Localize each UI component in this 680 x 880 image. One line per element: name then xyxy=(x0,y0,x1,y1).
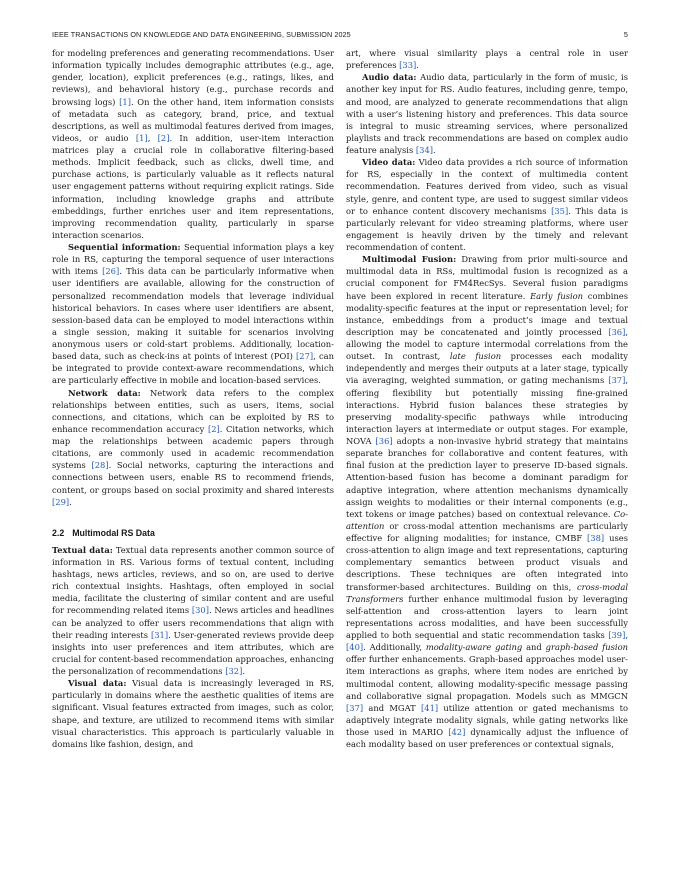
citation-link[interactable]: [29] xyxy=(52,496,70,507)
citation-link[interactable]: [30] xyxy=(191,605,209,616)
paragraph-visual-data: Visual data: Visual data is increasingly leveraged in RS, particularly in domains where the aesthetic qualities of items are significant. Visual features extracted from images, such as color, shape, and texture, are utilized to recommend items with similar visual characteristics. This approach is particularly valuable in domains like fashion, design, and xyxy=(52,678,334,749)
citation-link[interactable]: [32] xyxy=(225,666,243,676)
citation-link[interactable]: [26] xyxy=(102,266,120,277)
citation-link[interactable]: [40] xyxy=(346,642,364,653)
italic-term: Early fusion xyxy=(530,290,584,301)
citation-link[interactable]: [35] xyxy=(551,205,569,216)
paragraph-audio-data: Audio data: Audio data, particularly in the form of music, is another key input for RS. Audio features, including genre, tempo, and mood, are analyzed to generate recommendations that align with a user’s listening history and preferences. This data source is integral to music streaming services, where personalized playlists and track recommendations are based on complex audio feature analysis [34]. xyxy=(346,72,628,155)
citation-link[interactable]: [1] xyxy=(119,96,131,107)
citation-link[interactable]: [36] xyxy=(375,436,393,446)
italic-term: cross-modal Transformers xyxy=(346,581,628,604)
run-in-heading: Visual data: xyxy=(68,678,127,689)
citation-link[interactable]: [33] xyxy=(399,60,417,71)
right-column xyxy=(346,47,628,750)
paragraph-network-data: Network data: Network data refers to the complex relationships between entities, such as users, items, social connections, and citations, which can be exploited by RS to enhance recommendation accuracy [2]. Citation networks, which map the relationships between academic papers through citations, are commonly used in academic recommendation systems [28]. Social networks, capturing the interactions and connections between users, enable RS to recommend friends, content, or groups based on social proximity and shared interests [29]. xyxy=(52,387,335,507)
citation-link[interactable]: [34] xyxy=(415,145,434,155)
citation-link[interactable]: [28] xyxy=(91,460,109,471)
citation-link[interactable]: [37] xyxy=(608,375,626,386)
section-heading xyxy=(52,527,334,539)
journal-title: IEEE TRANSACTIONS ON KNOWLEDGE AND DATA ENGINEERING, SUBMISSION 2025 xyxy=(52,30,351,39)
paragraph-textual-data: Textual data: Textual data represents another common source of information in RS. Various forms of textual content, including hashtags, news articles, reviews, and so on, are used to derive rich contextual insights. Hashtags, often employed in social media, facilitate the clustering of similar content and are useful for recommending related items [30]. News articles and headlines can be analyzed to offer users recommendations that align with their reading interests [31]. User-generated reviews provide deep insights into user preferences and item attributes, which are crucial for content-based recommendation approaches, enhancing the personalization of recommendations [32]. xyxy=(52,544,334,676)
citation-link[interactable]: [41] xyxy=(421,702,439,713)
paragraph-sequential-information: Sequential information: Sequential information plays a key role in RS, capturing the temporal sequence of user interactions with items [26]. This data can be particularly informative when user identifiers are available, allowing for the construction of personalized recommendation models that leverage individual historical behaviors. In cases where user identifiers are absent, session-based data can be employed to model interactions within a single session, making it suitable for scenarios involving anonymous users or cold-start problems. Additionally, location-based data, such as check-ins at points of interest (POI) [27], can be integrated to provide context-aware recommendations, which are particularly effective in mobile and location-based services. xyxy=(52,242,335,386)
citation-link[interactable]: [39] xyxy=(608,630,626,640)
paragraph-multimodal-fusion: Multimodal Fusion: Drawing from prior multi-source and multimodal data in RSs, multimodal fusion is recognized as a crucial component for FM4RecSys. Several fusion paradigms have been explored in recent literature. Early fusion combines modality-specific features at the input or representation level; for instance, embeddings from a product’s image and textual description may be concatenated and jointly processed [36], allowing the model to capture intermodal correlations from the outset. In contrast, late fusion processes each modality independently and merges their outputs at a later stage, typically via averaging, weighted summation, or gating mechanisms [37], offering flexibility but potentially missing fine-grained interactions. Hybrid fusion balances these strategies by preserving modality-specific pathways while introducing interaction layers at intermediate or output stages. For example, NOVA [36] adopts a non-invasive hybrid strategy that maintains separate branches for collaborative and content features, with final fusion at the prediction layer to preserve ID-based signals. Attention-based fusion has become a dominant paradigm for adaptive integration, where attention mechanisms dynamically assign weights to modalities or their internal components (e.g., text tokens or image patches) based on contextual relevance. Co-attention or cross-modal attention mechanisms are particularly effective for aligning modalities; for instance, CMBF [38] uses cross-attention to align image and text representations, capturing complementary semantics between product visuals and descriptions. These techniques are often integrated into transformer-based architectures. Building on this, cross-modal Transformers further enhance multimodal fusion by leveraging self-attention and cross-attention layers to learn joint representations across modalities, and have been successfully applied to both sequential and static recommendation tasks [39], [40]. Additionally, modality-aware gating and graph-based fusion offer further enhancements. Graph-based approaches model user-item interactions as graphs, where item nodes are enriched by multimodal content, allowing modality-specific message passing and collaborative signal propagation. Models such as MMGCN [37] and MGAT [41] utilize attention or gated mechanisms to adaptively integrate modality signals, while gating networks like those used in MARIO [42] dynamically adjust the influence of each modality based on user preferences or contextual signals, xyxy=(346,254,628,750)
citation-link[interactable]: [31] xyxy=(150,629,169,640)
section-number: 2.2 xyxy=(52,527,65,538)
running-header xyxy=(52,30,628,39)
italic-term: modality-aware gating xyxy=(425,642,523,653)
citation-link[interactable]: [42] xyxy=(448,727,466,737)
citation-link[interactable]: [27] xyxy=(296,351,314,362)
italic-term: Co-attention xyxy=(346,508,628,531)
italic-term: graph-based fusion xyxy=(545,642,628,653)
citation-link[interactable]: [2] xyxy=(207,423,220,434)
run-in-heading: Textual data: xyxy=(52,544,113,555)
section-title: Multimodal RS Data xyxy=(72,527,155,538)
run-in-heading: Network data: xyxy=(68,387,141,398)
paragraph-video-data: Video data: Video data provides a rich source of information for RS, especially in the context of multimedia content recommendation. Features derived from video, such as visual style, genre, and content type, are used to suggest similar videos or to enhance content discovery mechanisms [35]. This data is particularly relevant for video streaming platforms, where user engagement is heavily driven by the timely and relevant recommendation of content. xyxy=(346,157,629,252)
citation-link[interactable]: [2] xyxy=(157,132,170,143)
run-in-heading: Audio data: xyxy=(362,72,417,83)
run-in-heading: Video data: xyxy=(362,157,416,168)
citation-link[interactable]: [38] xyxy=(587,533,605,543)
citation-link[interactable]: [1] xyxy=(135,132,148,143)
left-column xyxy=(52,47,334,750)
citation-link[interactable]: [36] xyxy=(608,326,626,337)
paragraph-visual-data-continued: art, where visual similarity plays a central role in user preferences [33]. xyxy=(346,48,628,71)
run-in-heading: Sequential information: xyxy=(68,242,181,252)
italic-term: late fusion xyxy=(449,351,502,362)
citation-link[interactable]: [37] xyxy=(346,702,364,713)
page-number: 5 xyxy=(623,30,628,39)
run-in-heading: Multimodal Fusion: xyxy=(362,254,457,265)
paragraph-user-item-info: for modeling preferences and generating recommendations. User information typically includes demographic attributes (e.g., age, gender, location), explicit preferences (e.g., ratings, likes, and reviews), and behavioral history (e.g., purchase records and browsing logs) [1]. On the other hand, item information consists of metadata such as category, brand, price, and textual descriptions, as well as multimodal features derived from images, videos, or audio [1], [2]. In addition, user-item interaction matrices play a crucial role in collaborative filtering-based methods. Implicit feedback, such as clicks, dwell time, and purchase actions, is particularly valuable as it reflects natural user engagement patterns without requiring explicit ratings. Side information, including knowledge graphs and attribute embeddings, further enriches user and item representations, improving recommendation quality, particularly in sparse interaction scenarios. xyxy=(52,48,334,240)
